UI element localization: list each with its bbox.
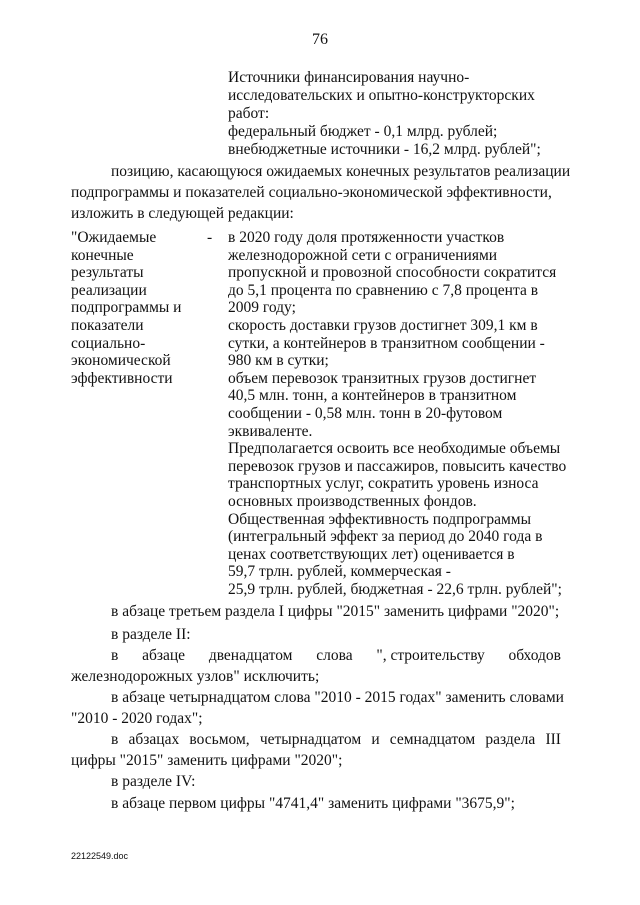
amendment-line: в разделе IV:: [111, 773, 196, 790]
text-line: до 5,1 процента по сравнению с 7,8 процента в: [228, 281, 539, 299]
paragraph-line: позицию, касающуюся ожидаемых конечных результатов реализации: [111, 163, 571, 180]
label-line: подпрограммы и: [71, 299, 182, 317]
amendment-line: железнодорожных узлов" исключить;: [71, 668, 320, 685]
text-line: основных производственных фондов.: [228, 492, 477, 510]
amendment-line: в абзаце первом цифры "4741,4" заменить цифрами "3675,9";: [111, 795, 515, 812]
text-line: Предполагается освоить все необходимые объемы: [228, 440, 561, 458]
word: и: [371, 731, 380, 748]
label-line: результаты: [71, 264, 144, 282]
amendment-justified-line: [71, 731, 561, 748]
word: двенадцатом: [208, 647, 293, 664]
text-line: ценах соответствующих лет) оценивается в: [228, 545, 515, 563]
label-line: реализации: [71, 281, 147, 299]
label-line: экономической: [71, 352, 171, 370]
text-line: 2009 году;: [228, 299, 296, 317]
document-filename-footer: 22122549.doc: [71, 851, 129, 861]
word: четырнадцатом: [259, 731, 362, 748]
text-line: перевозок грузов и пассажиров, повысить качество: [228, 457, 567, 475]
text-line: эквиваленте.: [228, 422, 313, 440]
text-line: 40,5 млн. тонн, а контейнеров в транзитном: [228, 387, 517, 405]
table-dash: -: [207, 229, 213, 246]
text-line: транспортных услуг, сократить уровень износа: [228, 475, 539, 493]
amendment-line: "2010 - 2020 годах";: [71, 710, 203, 727]
amendment-line: в разделе II:: [111, 626, 191, 643]
word: III: [545, 731, 561, 748]
word: восьмом,: [189, 731, 250, 748]
label-line: конечные: [71, 246, 134, 264]
label-line: социально-: [71, 334, 146, 352]
amendment-line: в абзаце четырнадцатом слова "2010 - 2015 годах" заменить словами: [111, 689, 564, 706]
financing-sources-block: [228, 69, 541, 159]
paragraph-line: подпрограммы и показателей социально-экономической эффективности,: [71, 184, 552, 201]
paragraph-line: изложить в следующей редакции:: [71, 205, 294, 222]
label-line: показатели: [71, 316, 144, 334]
text-line: пропускной и провозной способности сократится: [228, 264, 557, 282]
sources-line: исследовательских и опытно-конструкторских: [228, 87, 535, 104]
sources-line: Источники финансирования научно-: [228, 69, 470, 86]
table-right-text: [228, 229, 566, 598]
text-line: объем перевозок транзитных грузов достигнет: [228, 369, 537, 387]
amendment-line: в абзаце третьем раздела I цифры "2015" заменить цифрами "2020";: [111, 603, 560, 620]
text-line: железнодорожной сети с ограничениями: [228, 246, 498, 264]
word: раздела: [485, 731, 536, 748]
text-line: (интегральный эффект за период до 2040 года в: [228, 528, 543, 546]
sources-line: федеральный бюджет - 0,1 млрд. рублей;: [228, 123, 498, 140]
label-line: эффективности: [71, 369, 173, 387]
word: в: [111, 647, 119, 664]
amendment-justified-line: [71, 647, 561, 664]
page-number: 76: [312, 31, 328, 48]
word: ", строительству: [376, 647, 485, 664]
sources-line: внебюджетные источники - 16,2 млрд. рублей";: [228, 141, 541, 158]
text-line: 25,9 трлн. рублей, бюджетная - 22,6 трлн. рублей";: [228, 580, 562, 598]
word: обходов: [508, 647, 561, 664]
text-line: Общественная эффективность подпрограммы: [228, 510, 531, 528]
word: слова: [316, 647, 353, 664]
word: абзацах: [128, 731, 180, 748]
sources-line: работ:: [228, 105, 270, 122]
text-line: скорость доставки грузов достигнет 309,1 км в: [228, 316, 538, 334]
text-line: 980 км в сутки;: [228, 352, 329, 370]
text-line: 59,7 трлн. рублей, коммерческая -: [228, 563, 451, 581]
amendment-line: цифры "2015" заменить цифрами "2020";: [71, 752, 343, 769]
word: в: [111, 731, 119, 748]
text-line: в 2020 году доля протяженности участков: [228, 229, 505, 246]
label-line: "Ожидаемые: [71, 229, 157, 246]
table-left-label: [71, 229, 181, 387]
text-line: сообщении - 0,58 млн. тонн в 20-футовом: [228, 404, 503, 422]
word: семнадцатом: [389, 731, 476, 748]
text-line: сутки, а контейнеров в транзитном сообщении -: [228, 334, 545, 352]
word: абзаце: [142, 647, 186, 664]
